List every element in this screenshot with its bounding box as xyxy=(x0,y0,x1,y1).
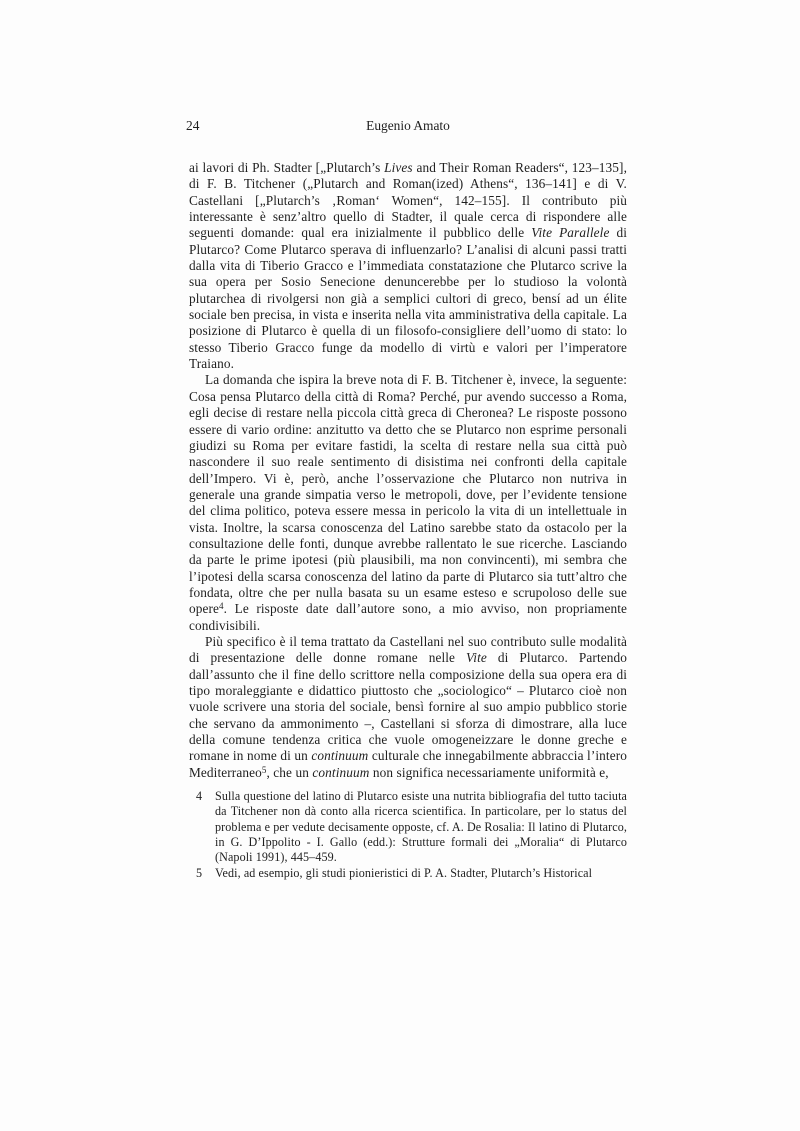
paragraph xyxy=(189,634,627,781)
footnote-reference: 4 xyxy=(219,601,224,612)
text-segment: , che un xyxy=(266,764,313,780)
text-segment: Sulla questione del latino di Plutarco esiste una nutrita bibliografia del tutto taciuta da Titchener non dà conto alla ricerca scientifica. In particolare, per lo status del problema e per vedute decisamente opposte, cf. A. De Rosalia: Il latino di Plutarco, in G. D’Ippolito - I. Gallo (edd.): Strutture formali dei „Moralia“ di Plutarco (Napoli 1991), 445–459. xyxy=(215,789,627,865)
italic-text: continuum xyxy=(312,764,370,780)
text-segment: di Plutarco. Partendo dall’assunto che il fine dello scrittore nella composizione della sua opera era di tipo moraleggiante e didattico piuttosto che „sociologico“ – Plutarco cioè non vuole scrivere una storia del sociale, bensì fornire al suo ampio pubblico storie che servano da ammonimento –, Castellani si sforza di dimostrare, alla luce della comune tendenza critica che vuole omogeneizzare le donne greche e romane in nome di un xyxy=(189,650,627,764)
running-header-author: Eugenio Amato xyxy=(366,118,450,133)
page-header xyxy=(186,118,627,136)
footnote xyxy=(189,789,627,865)
page-number: 24 xyxy=(186,118,200,133)
text-block xyxy=(186,118,627,881)
italic-text: Vite Parallele xyxy=(531,225,610,241)
body-text xyxy=(189,160,627,781)
footnote-number: 5 xyxy=(196,865,203,880)
text-segment: culturale che innegabilmente abbraccia l’intero Mediterraneo xyxy=(189,748,627,780)
italic-text: Lives xyxy=(384,160,413,175)
italic-text: Vite xyxy=(466,650,487,666)
footnotes xyxy=(189,789,627,881)
text-segment: ai lavori di Ph. Stadter [„Plutarch’s xyxy=(189,160,385,175)
paragraph xyxy=(189,160,627,372)
text-segment: . Le risposte date dall’autore sono, a mio avviso, non propriamente condivisibili. xyxy=(189,601,627,633)
text-segment: Più specifico è il tema trattato da Castellani nel suo contributo sulle modalità di presentazione delle donne romane nelle xyxy=(189,633,627,666)
text-segment: La domanda che ispira la breve nota di F. B. Titchener è, invece, la seguente: Cosa pensa Plutarco della città di Roma? Perché, pur avendo successo a Roma, egli decise di restare nella piccola città greca di Cheronea? Le risposte possono essere di vario ordine: anzitutto va detto che se Plutarco non esprime personali giudizi su Roma per evitare fastidi, la scelta di restare nella sua città può nascondere il suo reale sentimento di disistima nei confronti della capitale dell’Impero. Vi è, però, anche l’osservazione che Plutarco non nutriva in generale una grande simpatia verso le metropoli, dove, per l’evidente tensione del clima politico, poteva essere messa in pericolo la vita di un intellettuale in vista. Inoltre, la scarsa conoscenza del Latino sarebbe stato da ostacolo per la consultazione delle fonti, dunque avrebbe rallentato le sue ricerche. Lasciando da parte le prime ipotesi (più plausibili, ma non convincenti), mi sembra che l’ipotesi della scarsa conoscenza del latino da parte di Plutarco sia tutt’altro che fondata, oltre che per nulla basata su un esame esteso e scrupoloso delle sue opere xyxy=(189,372,627,617)
paragraph xyxy=(189,372,627,634)
footnote-number: 4 xyxy=(196,789,203,804)
footnote xyxy=(189,866,627,881)
text-segment: non significa necessariamente uniformità e, xyxy=(369,764,609,780)
text-segment: Vedi, ad esempio, gli studi pionieristici di P. A. Stadter, Plutarch’s Historical xyxy=(215,865,593,880)
text-segment: and Their Roman Readers“, 123–135], di F. B. Titchener („Plutarch and Roman(ized) Athens“, 136–141] e di V. Castellani [„Plutarch’s ‚Roman‘ Women“, 142–155]. Il contributo più interessante è senz’altro quello di Stadter, il quale cerca di rispondere alle seguenti domande: qual era inizialmente il pubblico delle xyxy=(189,160,627,241)
text-segment: di Plutarco? Come Plutarco sperava di influenzarlo? L’analisi di alcuni passi tratti dalla vita di Tiberio Gracco e l’immediata constatazione che Plutarco scrive la sua opera per Sosio Senecione denuncerebbe per lo studioso la volontà plutarchea di rivolgersi non già a semplici cultori di greco, bensí ad un élite sociale ben precisa, in vista e inserita nella vita amministrativa della capitale. La posizione di Plutarco è quella di un filosofo-consigliere dell’uomo di stato: lo stesso Tiberio Gracco funge da modello di virtù e valori per l’imperatore Traiano. xyxy=(189,225,627,372)
italic-text: continuum xyxy=(311,748,369,764)
footnote-reference: 5 xyxy=(261,764,267,775)
